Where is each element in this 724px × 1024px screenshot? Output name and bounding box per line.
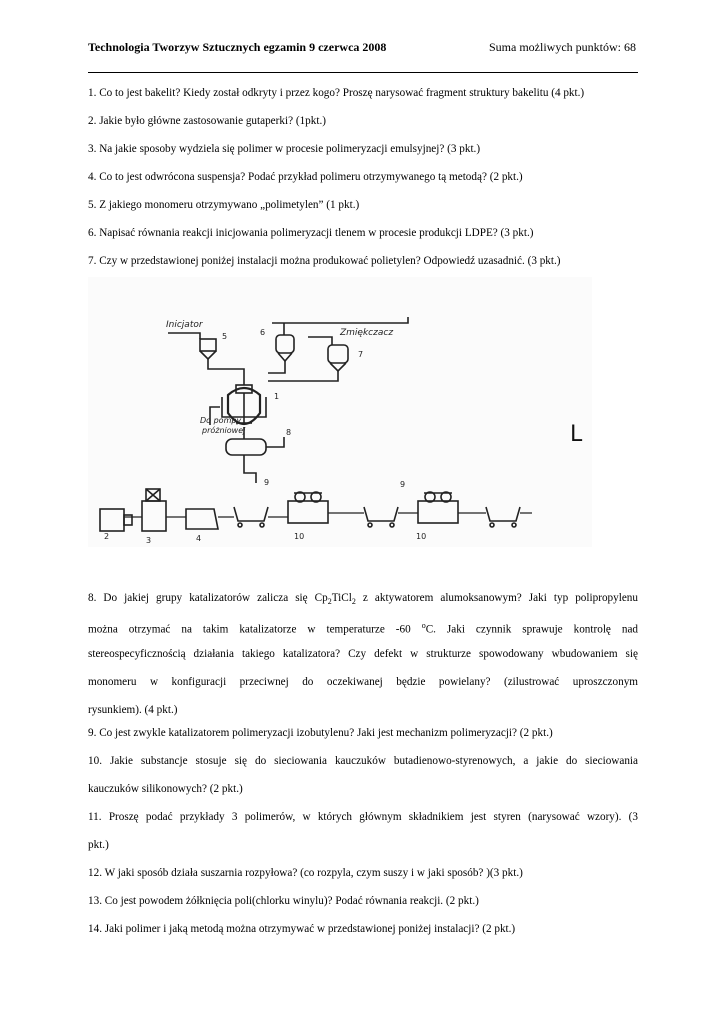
label-1: 1 [274, 392, 280, 401]
label-5: 5 [222, 332, 228, 341]
question-8-line-4: monomeru w konfiguracji przeciwnej do oczekiwanej będzie powielany? (zilustrować uproszczonym [88, 676, 638, 688]
question-5: 5. Z jakiego monomeru otrzymywano „polimetylen” (1 pkt.) [88, 199, 360, 211]
question-10-line-1: 10. Jakie substancje stosuje się do sieciowania kauczuków butadienowo-styrenowych, a jakie do sieciowania [88, 755, 638, 767]
q8-l1a: 8. Do jakiej grupy katalizatorów zalicza się Cp [88, 592, 328, 604]
question-10-line-2: kauczuków silikonowych? (2 pkt.) [88, 783, 243, 795]
q8-l1c: z aktywatorem alumoksanowym? Jaki typ polipropylenu [355, 592, 638, 604]
side-mark: L [570, 422, 583, 447]
q8-sup: o [421, 621, 426, 630]
label-9a: 9 [264, 478, 270, 487]
question-8-line-1 [88, 584, 638, 612]
label-do-pompy: Do pompy [200, 416, 242, 425]
total-points: Suma możliwych punktów: 68 [489, 40, 636, 54]
q8-l1b: TiCl [331, 592, 352, 604]
q8-l2a: można otrzymać na takim katalizatorze w temperaturze -60 [88, 623, 422, 636]
q8-l2b: C. Jaki czynnik sprawuje kontrolę nad [425, 623, 639, 636]
label-7: 7 [358, 350, 364, 359]
label-inicjator: Inicjator [166, 320, 203, 330]
question-6: 6. Napisać równania reakcji inicjowania polimeryzacji tlenem w procesie produkcji LDPE? (3 pkt.) [88, 227, 534, 239]
question-12: 12. W jaki sposób działa suszarnia rozpyłowa? (co rozpyla, czym suszy i w jaki sposób? )(3 pkt.) [88, 867, 523, 879]
question-8-line-5: rysunkiem). (4 pkt.) [88, 704, 178, 716]
question-14: 14. Jaki polimer i jaką metodą można otrzymywać w przedstawionej poniżej instalacji? (2 pkt.) [88, 923, 516, 935]
label-3: 3 [146, 536, 152, 545]
question-13: 13. Co jest powodem żółknięcia poli(chlorku winylu)? Podać równania reakcji. (2 pkt.) [88, 895, 479, 907]
question-2: 2. Jakie było główne zastosowanie gutaperki? (1pkt.) [88, 115, 326, 127]
label-2: 2 [104, 532, 110, 541]
label-prozniowej: próżniowej [202, 426, 246, 435]
label-zmiekczacz: Zmiękczacz [340, 328, 394, 338]
question-4: 4. Co to jest odwrócona suspensja? Podać przykład polimeru otrzymywanego tą metodą? (2 pkt.) [88, 171, 523, 183]
question-1: 1. Co to jest bakelit? Kiedy został odkryty i przez kogo? Proszę narysować fragment struktury bakelitu (4 pkt.) [88, 87, 585, 99]
page-header [88, 40, 636, 62]
question-9: 9. Co jest zwykle katalizatorem polimeryzacji izobutylenu? Jaki jest mechanizm polimeryzacji? (2 pkt.) [88, 727, 553, 739]
question-8 [88, 584, 638, 724]
question-7: 7. Czy w przedstawionej poniżej instalacji można produkować polietylen? Odpowiedź uzasadnić. (3 pkt.) [88, 255, 561, 267]
question-8-line-2 [88, 612, 638, 640]
label-10a: 10 [294, 532, 305, 541]
question-11-line-1: 11. Proszę podać przykłady 3 polimerów, w których głównym składnikiem jest styren (narysować wzory). (3 [88, 811, 638, 823]
label-6: 6 [260, 328, 266, 337]
question-3: 3. Na jakie sposoby wydziela się polimer w procesie polimeryzacji emulsyjnej? (3 pkt.) [88, 143, 481, 155]
label-8: 8 [286, 428, 292, 437]
q8-sub2: 2 [351, 597, 356, 607]
process-installation-diagram [88, 277, 592, 547]
label-9b: 9 [400, 480, 406, 489]
label-4: 4 [196, 534, 202, 543]
q8-sub1: 2 [327, 597, 332, 607]
question-11-line-2: pkt.) [88, 839, 109, 851]
header-rule [88, 72, 638, 73]
question-8-line-3: stereospecyficznością działania takiego katalizatora? Czy defekt w strukturze spowodowany wbudowaniem się [88, 648, 638, 660]
label-10b: 10 [416, 532, 427, 541]
exam-title: Technologia Tworzyw Sztucznych egzamin 9 czerwca 2008 [88, 40, 387, 54]
